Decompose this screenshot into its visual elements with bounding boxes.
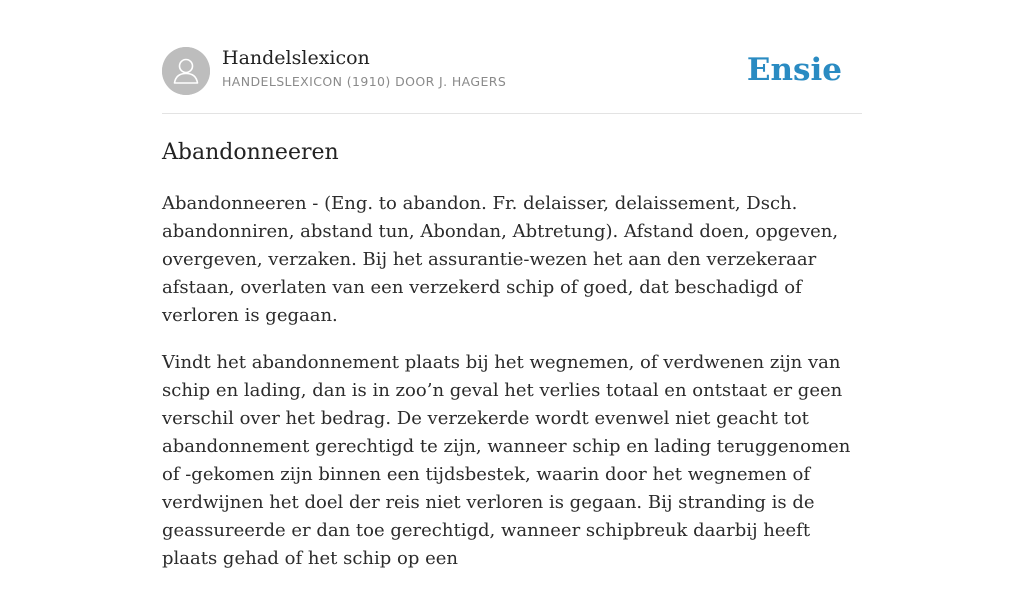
article-paragraph: Abandonneeren - (Eng. to abandon. Fr. delaisser, delaissement, Dsch. abandonniren, abstand tun, Abondan, Abtretung). Afstand doen, opgeven, overgeven, verzaken. Bij het assurantie-wezen het aan den verzekeraar afstaan, overlaten van een verzekerd schip of goed, dat beschadigd of verloren is gegaan. (162, 193, 839, 326)
article-paragraph: Vindt het abandonnement plaats bij het wegnemen, of verdwenen zijn van schip en lading, dan is in zoo’n geval het verlies totaal en ontstaat er geen verschil over het bedrag. De verzekerde wordt evenwel niet geacht tot abandonnement gerechtigd te zijn, wanneer schip en lading teruggenomen of -gekomen zijn binnen een tijdsbestek, waarin door het wegnemen of verdwijnen het doel der reis niet verloren is gegaan. Bij stranding is de geassureerde er dan toe gerechtigd, wanneer schipbreuk daarbij heeft plaats gehad of het schip op een (162, 352, 851, 569)
article-body (162, 190, 862, 592)
source-header (162, 46, 862, 96)
source-name[interactable]: Handelslexicon (222, 47, 370, 69)
ensie-logo[interactable]: Ensie (746, 52, 842, 88)
header-divider (162, 113, 862, 114)
article-title: Abandonneeren (162, 140, 339, 165)
source-subtitle: HANDELSLEXICON (1910) DOOR J. HAGERS (222, 74, 507, 89)
user-avatar-icon[interactable] (162, 47, 210, 95)
